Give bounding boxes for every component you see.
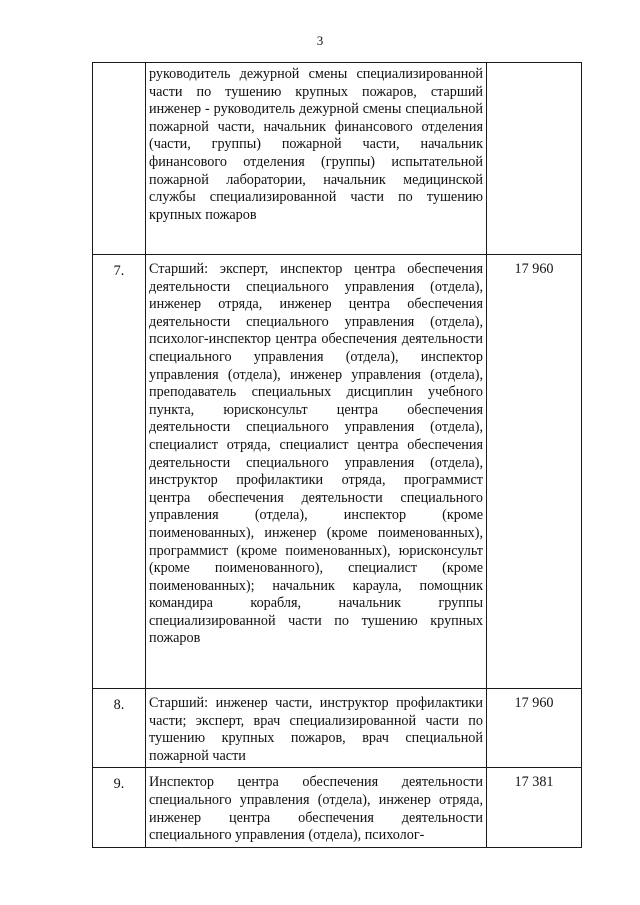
salary-amount	[487, 63, 582, 255]
position-list: Инспектор центра обеспечения деятельности специального управления (отдела), инженер отряда, инженер центра обеспечения деятельности специального управления (отдела), психолог-	[146, 768, 487, 847]
position-list: Старший: инженер части, инструктор профилактики части; эксперт, врач специализированной части по тушению крупных пожаров, врач специальной пожарной части	[146, 689, 487, 768]
row-number	[93, 63, 146, 255]
salary-amount: 17 960	[487, 689, 582, 768]
salary-amount: 17 381	[487, 768, 582, 847]
table-row	[93, 63, 582, 255]
position-list: Старший: эксперт, инспектор центра обеспечения деятельности специального управления (отдела), инженер отряда, инженер центра обеспечения деятельности специального управления (отдела), психолог-инспектор центра обеспечения деятельности специального управления (отдела), инспектор управления (отдела), инженер управления (отдела), преподаватель специальных дисциплин учебного пункта, юрисконсульт центра обеспечения деятельности специального управления (отдела), специалист отряда, специалист центра обеспечения деятельности специального управления (отдела), инструктор профилактики отряда, программист центра обеспечения деятельности специального управления (отдела), инспектор (кроме поименованных), инженер (кроме поименованных), программист (кроме поименованных), юрисконсульт (кроме поименованного), специалист (кроме поименованных); начальник караула, помощник командира корабля, начальник группы специализированной части по тушению крупных пожаров	[146, 255, 487, 689]
salary-amount: 17 960	[487, 255, 582, 689]
table-row	[93, 768, 582, 847]
row-number: 8.	[93, 689, 146, 768]
table-row	[93, 255, 582, 689]
row-number: 9.	[93, 768, 146, 847]
row-number: 7.	[93, 255, 146, 689]
position-list: руководитель дежурной смены специализированной части по тушению крупных пожаров, старший инженер - руководитель дежурной смены специальной пожарной части, начальник финансового отделения (части, группы) пожарной части, начальник финансового отделения (группы) испытательной пожарной лаборатории, начальник медицинской службы специализированной части по тушению крупных пожаров	[146, 63, 487, 255]
salary-table	[92, 62, 582, 848]
page-number: 3	[316, 33, 324, 48]
table-row	[93, 689, 582, 768]
